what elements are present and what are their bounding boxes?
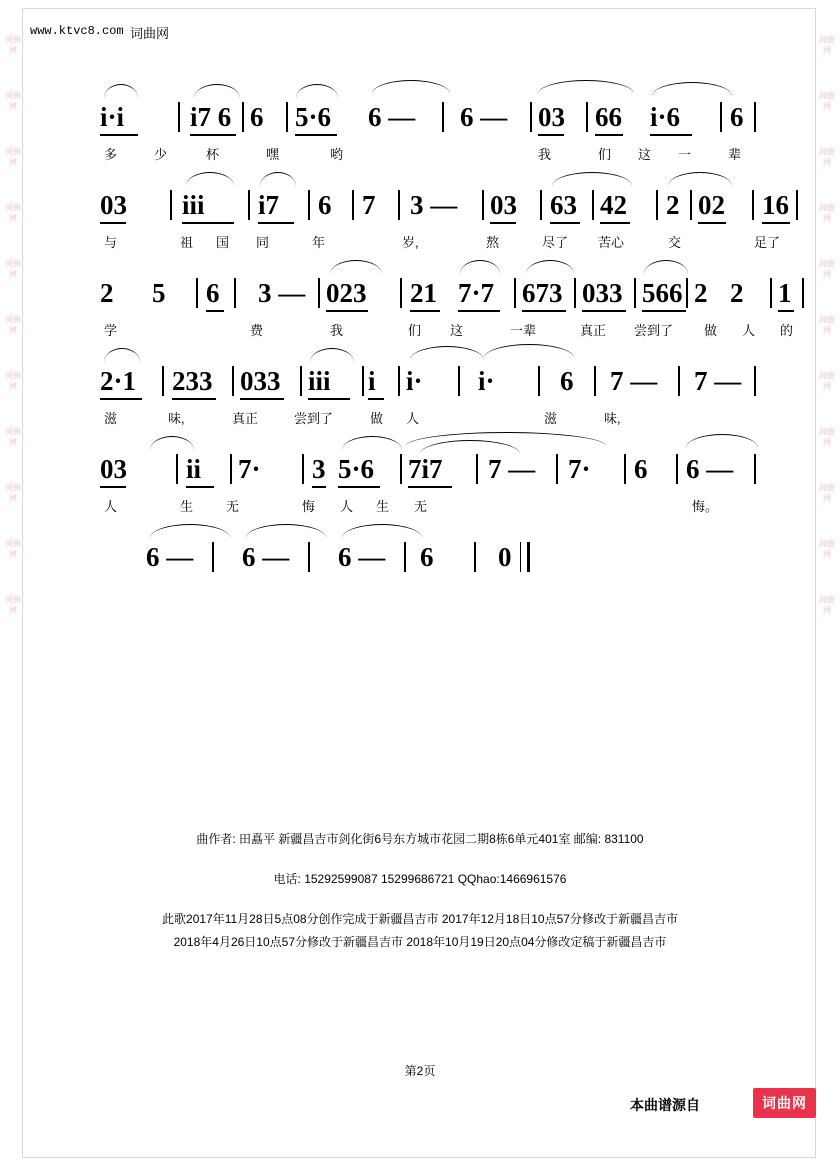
lyric: 的 [780,323,794,338]
lyric: 熬 [486,235,500,250]
barline [302,454,304,484]
beam-line [190,134,236,136]
score-system [90,444,750,532]
watermark-text: 词曲网 [819,427,835,447]
note-group: 033 [582,278,623,308]
watermark-text: 词曲网 [819,483,835,503]
contact-info: 电话: 15292599087 15299686721 QQhao:1466961576 [273,872,567,886]
barline [754,366,756,396]
site-name: 词曲网 [130,26,170,41]
beam-line [410,310,440,312]
music-score [90,92,794,620]
lyric: 滋 [544,411,558,426]
note-group: 6 — [460,102,508,132]
barline [230,454,232,484]
note-group: 233 [172,366,213,396]
site-logo-badge[interactable]: 词曲网 [753,1088,816,1118]
barline [676,454,678,484]
note-group: iii [308,366,331,396]
lyric: 我 [538,147,552,162]
note-group: i·i [100,102,125,132]
beam-line [550,222,580,224]
lyric: 费 [250,323,264,338]
lyric: 足了 [754,235,781,250]
barline [538,366,540,396]
beam-line [182,222,234,224]
note-group: 7 — [610,366,658,396]
watermark-text: 词曲网 [5,315,21,335]
barline [540,190,542,220]
lyric: 做 [704,323,718,338]
note-group: 6 — [146,542,194,572]
beam-line [642,310,686,312]
barline [196,278,198,308]
note-group: 6 [318,190,332,220]
watermark-text: 词曲网 [5,147,21,167]
note-group: ii [186,454,202,484]
watermark-text: 词曲网 [5,595,21,615]
barline [634,278,636,308]
source-label: 本曲谱源自 [630,1097,700,1113]
watermark-text: 词曲网 [5,259,21,279]
note-group: 21 [410,278,437,308]
note-group: 5 [152,278,166,308]
note-group: i7 6 [190,102,232,132]
watermark-text: 词曲网 [819,35,835,55]
barline [176,454,178,484]
note-group: 7· [238,454,261,484]
note-group: 42 [600,190,627,220]
note-group: 7i7 [408,454,443,484]
lyric: 少 [154,147,168,162]
barline [678,366,680,396]
barline [212,542,214,572]
note-group: 6 [250,102,264,132]
barline [476,454,478,484]
lyric: 与 [104,235,118,250]
barline [404,542,406,572]
lyric: 辈 [728,147,742,162]
lyric: 尽了 [542,235,569,250]
beam-line [338,486,380,488]
barline [624,454,626,484]
lyric: 祖 [180,235,194,250]
watermark-text: 词曲网 [819,315,835,335]
note-group: 6 [634,454,648,484]
site-url: www.ktvc8.com [30,24,124,38]
lyric: 我 [330,323,344,338]
beam-line [240,398,284,400]
barline [398,190,400,220]
lyric: 一辈 [510,323,537,338]
watermark-text: 词曲网 [5,427,21,447]
beam-line [582,310,626,312]
barline [474,542,476,572]
lyric: 生 [180,499,194,514]
beam-line [100,398,142,400]
beam-line [538,134,564,136]
beam-line [368,398,384,400]
score-system [90,92,750,180]
barline [802,278,804,308]
barline [752,190,754,220]
lyric: 真正 [232,411,259,426]
note-group: 673 [522,278,563,308]
note-group: 6 — [242,542,290,572]
barline [574,278,576,308]
barline [690,190,692,220]
note-group: 566 [642,278,683,308]
lyric: 交 [668,235,682,250]
note-group: 3 [312,454,326,484]
lyric: 做 [370,411,384,426]
lyric: 人 [340,499,354,514]
note-group: 7 [362,190,376,220]
composition-note-1: 此歌2017年11月28日5点08分创作完成于新疆昌吉市 2017年12月18日10点57分修改于新疆昌吉市 [162,912,678,926]
barline [720,102,722,132]
lyric: 真正 [580,323,607,338]
note-group: i [368,366,376,396]
barline [770,278,772,308]
note-group: 66 [595,102,622,132]
lyric: 岁, [402,235,419,250]
barline [362,366,364,396]
score-system [90,356,750,444]
barline [400,278,402,308]
watermark-text: 词曲网 [819,371,835,391]
note-group: 63 [550,190,577,220]
note-group: 02 [698,190,725,220]
beam-line [490,222,516,224]
lyric: 这 [450,323,464,338]
watermark-text: 词曲网 [819,91,835,111]
beam-line [650,134,692,136]
lyric: 杯 [206,147,220,162]
barline [754,102,756,132]
lyric: 们 [598,147,612,162]
note-group: 2 [100,278,114,308]
beam-line [100,134,138,136]
beam-line [312,486,326,488]
note-group: i· [478,366,495,396]
watermark-text: 词曲网 [5,371,21,391]
barline [286,102,288,132]
note-group: 03 [490,190,517,220]
lyric: 一 [678,147,692,162]
barline [482,190,484,220]
barline [162,366,164,396]
watermark-text: 词曲网 [5,483,21,503]
beam-line [778,310,794,312]
final-barline [520,542,530,572]
barline [170,190,172,220]
barline [754,454,756,484]
note-group: 03 [100,190,127,220]
lyric: 无 [414,499,428,514]
note-group: 2 [694,278,708,308]
note-group: 6 [560,366,574,396]
note-group: 033 [240,366,281,396]
lyric: 味, [604,411,621,426]
score-system [90,180,789,268]
note-group: 3 — [410,190,458,220]
beam-line [100,222,126,224]
barline [318,278,320,308]
lyric: 苦心 [598,235,625,250]
beam-line [295,134,337,136]
note-group: 16 [762,190,789,220]
note-group: i7 [258,190,280,220]
lyric: 悔 [302,499,316,514]
barline [514,278,516,308]
note-group: 03 [538,102,565,132]
lyric: 哟 [330,147,344,162]
note-group: 7· [568,454,591,484]
watermark-text: 词曲网 [5,539,21,559]
note-group: i·6 [650,102,681,132]
note-group: i· [406,366,423,396]
lyric: 人 [406,411,420,426]
beam-line [600,222,630,224]
beam-line [258,222,294,224]
barline [234,278,236,308]
barline [530,102,532,132]
beam-line [186,486,214,488]
barline [308,190,310,220]
beam-line [100,486,126,488]
lyric: 人 [742,323,756,338]
note-group: 023 [326,278,367,308]
barline [796,190,798,220]
barline [398,366,400,396]
composer-credit: 曲作者: 田嚞平 新疆昌吉市剑化街6号东方城市花园二期8栋6单元401室 邮编: 831100 [196,832,644,846]
beam-line [326,310,368,312]
watermark-text: 词曲网 [819,203,835,223]
note-group: 1 [778,278,792,308]
score-system [90,268,794,356]
beam-line [206,310,224,312]
beam-line [308,398,350,400]
lyric: 味, [168,411,185,426]
note-group: 6 — [686,454,734,484]
lyric: 嘿 [266,147,280,162]
note-group: 2 [666,190,680,220]
barline [556,454,558,484]
watermark-text: 词曲网 [5,91,21,111]
note-group: 0 [498,542,512,572]
note-group: 6 [420,542,434,572]
lyric: 多 [104,147,118,162]
barline [592,190,594,220]
barline [178,102,180,132]
lyric: 无 [226,499,240,514]
note-group: 2·1 [100,366,137,396]
barline [352,190,354,220]
note-group: 7 — [488,454,536,484]
note-group: 7·7 [458,278,495,308]
barline [442,102,444,132]
lyric: 们 [408,323,422,338]
barline [248,190,250,220]
lyric: 滋 [104,411,118,426]
note-group: 5·6 [338,454,375,484]
note-group: 6 [206,278,220,308]
watermark-text: 词曲网 [819,147,835,167]
lyric: 悔。 [692,499,719,514]
beam-line [172,398,216,400]
watermark-text: 词曲网 [5,35,21,55]
note-group: 3 — [258,278,306,308]
lyric: 尝到了 [294,411,334,426]
page-number: 第2页 [404,1064,436,1078]
beam-line [762,222,790,224]
barline [458,366,460,396]
lyric: 人 [104,499,118,514]
watermark-column-left [2,0,24,1169]
watermark-text: 词曲网 [819,539,835,559]
beam-line [595,134,623,136]
barline [232,366,234,396]
beam-line [458,310,500,312]
barline [686,278,688,308]
watermark-text: 词曲网 [5,203,21,223]
note-group: 6 [730,102,744,132]
lyric: 年 [312,235,326,250]
note-group: 2 [730,278,744,308]
watermark-text: 词曲网 [819,259,835,279]
note-group: 6 — [368,102,416,132]
lyric: 尝到了 [634,323,674,338]
beam-line [522,310,566,312]
beam-line [408,486,452,488]
lyric: 这 [638,147,652,162]
watermark-column-right [816,0,838,1169]
barline [242,102,244,132]
watermark-text: 词曲网 [819,595,835,615]
note-group: 6 — [338,542,386,572]
composition-note-2: 2018年4月26日10点57分修改于新疆昌吉市 2018年10月19日20点04分修改定稿于新疆昌吉市 [173,935,667,949]
note-group: 03 [100,454,127,484]
barline [308,542,310,572]
beam-line [698,222,726,224]
lyric: 同 [256,235,270,250]
barline [586,102,588,132]
lyric: 学 [104,323,118,338]
lyric: 国 [216,235,230,250]
score-system [90,532,750,620]
barline [300,366,302,396]
note-group: iii [182,190,205,220]
barline [594,366,596,396]
lyric: 生 [376,499,390,514]
barline [400,454,402,484]
barline [656,190,658,220]
note-group: 7 — [694,366,742,396]
note-group: 5·6 [295,102,332,132]
